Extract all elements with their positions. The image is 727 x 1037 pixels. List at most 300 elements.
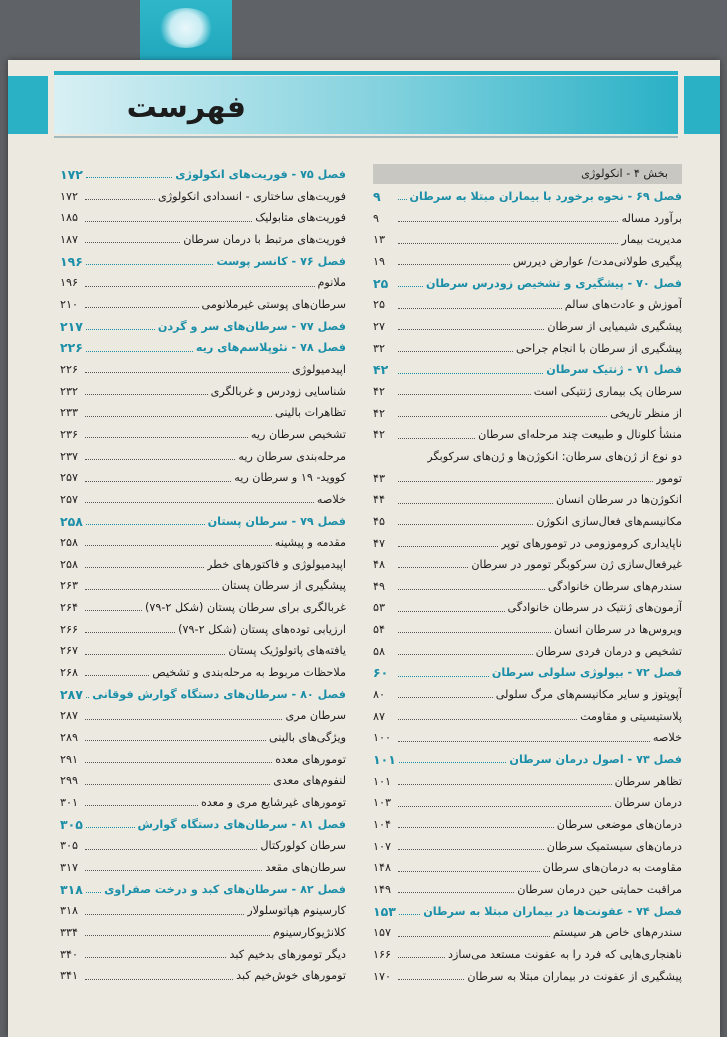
dot-leader	[85, 784, 270, 785]
toc-entry-row	[373, 771, 682, 793]
toc-chapter-row	[60, 684, 346, 706]
toc-entry-row	[373, 403, 682, 425]
dot-leader	[398, 286, 423, 287]
toc-list-right	[373, 186, 682, 987]
toc-chapter-row	[60, 316, 346, 338]
entry-title: کلانژیوکارسینوم	[272, 925, 346, 939]
entry-title: کووید- ۱۹ و سرطان ریه	[234, 471, 346, 485]
page-number: ۴۲	[373, 428, 386, 442]
header-top-rule	[54, 71, 678, 75]
book-page	[8, 60, 720, 1037]
toc-chapter-row	[60, 814, 346, 836]
toc-entry-row	[373, 511, 682, 533]
dot-leader	[398, 416, 607, 417]
page-number: ۱۵۳	[373, 903, 396, 919]
entry-title: ارزیابی توده‌های پستان (شکل ۲-۷۹)	[178, 622, 346, 636]
toc-entry-row	[373, 727, 682, 749]
toc-chapter-row	[373, 662, 682, 684]
page-number: ۲۹۹	[60, 774, 79, 788]
toc-entry-row	[60, 272, 346, 294]
toc-entry-row	[373, 706, 682, 728]
entry-title: سرطان کولورکتال	[260, 839, 346, 853]
section-heading: بخش ۴ - انکولوژی	[373, 164, 682, 184]
page-number: ۱۳	[373, 233, 386, 247]
toc-entry-row	[60, 857, 346, 879]
page-number: ۲۶۴	[60, 601, 79, 615]
page-number: ۲۵	[373, 298, 386, 312]
toc-entry-row	[373, 381, 682, 403]
toc-entry-row	[60, 294, 346, 316]
toc-entry-row	[60, 835, 346, 857]
dot-leader	[85, 805, 198, 806]
toc-entry-row	[60, 727, 346, 749]
dot-leader	[398, 654, 533, 655]
dot-leader	[85, 502, 314, 503]
dot-leader	[85, 307, 199, 308]
dot-leader	[398, 199, 407, 200]
dot-leader	[398, 719, 577, 720]
page-number: ۱۰۱	[373, 752, 396, 768]
chapter-title: فصل ۸۱ - سرطان‌های دستگاه گوارش	[137, 817, 346, 831]
toc-entry-row	[60, 532, 346, 554]
entry-title: مراقبت حمایتی حین درمان سرطان	[517, 883, 682, 896]
page-number: ۲۵۸	[60, 513, 83, 529]
entry-title: اپیدمیولوژی	[292, 362, 346, 376]
entry-title: پیگیری طولانی‌مدت/ عوارض دیررس	[512, 254, 682, 268]
toc-entry-row	[373, 229, 682, 251]
entry-title: پیشگیری از سرطان پستان	[221, 579, 346, 593]
dot-leader	[399, 914, 420, 915]
entry-title: تشخیص سرطان ریه	[250, 427, 346, 441]
entry-title: مدیریت بیمار	[621, 233, 682, 247]
toc-entry-row	[373, 922, 682, 944]
page-number: ۱۷۲	[60, 167, 83, 182]
dot-leader	[398, 524, 533, 525]
entry-title: کارسینوم هپاتوسلولار	[247, 904, 346, 918]
dot-leader	[85, 567, 204, 568]
page-number: ۴۷	[373, 536, 386, 550]
entry-title: غیرفعال‌سازی ژن سرکوبگر تومور در سرطان	[471, 558, 682, 572]
toc-entry-row	[60, 229, 346, 251]
entry-title: لنفوم‌های معدی	[273, 774, 346, 788]
dot-leader	[398, 373, 543, 374]
dot-leader	[398, 264, 510, 265]
dot-leader	[85, 437, 248, 438]
dot-leader	[398, 827, 554, 828]
page-number: ۳۴۱	[60, 969, 79, 983]
toc-entry-row	[373, 684, 682, 706]
dot-leader	[398, 351, 513, 352]
entry-title: تشخیص و درمان فردی سرطان	[535, 644, 682, 658]
entry-title: آپوپتوز و سایر مکانیسم‌های مرگ سلولی	[495, 688, 682, 702]
dot-leader	[398, 308, 562, 309]
chapter-title: فصل ۷۲ - بیولوژی سلولی سرطان	[491, 666, 682, 680]
toc-entry-row	[373, 792, 682, 814]
page-number: ۱۹۶	[60, 276, 79, 290]
dot-leader	[86, 524, 205, 525]
dot-leader	[398, 979, 464, 980]
toc-entry-row	[373, 814, 682, 836]
toc-entry-row	[60, 207, 346, 229]
dot-leader	[86, 892, 101, 893]
page-number: ۴۵	[373, 514, 386, 528]
dot-leader	[85, 632, 175, 633]
toc-chapter-row	[373, 186, 682, 208]
entry-title: ویژگی‌های بالینی	[269, 731, 346, 745]
page-number: ۲۳۶	[60, 427, 79, 441]
toc-entry-row	[373, 944, 682, 966]
dot-leader	[85, 957, 226, 958]
toc-entry-row	[60, 770, 346, 792]
entry-title: ویروس‌ها در سرطان انسان	[553, 623, 682, 637]
toc-entry-row	[373, 533, 682, 555]
page-number: ۱۰۳	[373, 796, 392, 810]
entry-title: اپیدمیولوژی و فاکتورهای خطر	[206, 557, 346, 571]
page-number: ۳۱۸	[60, 904, 79, 918]
page-number: ۹	[373, 211, 380, 225]
page-number: ۱۰۷	[373, 839, 392, 853]
entry-title: تومورهای غیرشایع مری و معده	[200, 796, 346, 810]
chapter-title: فصل ۷۷ - سرطان‌های سر و گردن	[157, 319, 346, 333]
toc-entry-row	[60, 662, 346, 684]
toc-chapter-row	[60, 879, 346, 901]
page-number: ۳۳۴	[60, 925, 79, 939]
dot-leader	[85, 481, 231, 482]
page-number: ۲۶۷	[60, 644, 79, 658]
entry-title: تظاهر سرطان	[614, 774, 682, 788]
dot-leader	[85, 459, 235, 460]
dot-leader	[85, 286, 315, 287]
toc-entry-row	[373, 251, 682, 273]
toc-entry-row	[373, 208, 682, 230]
dot-leader	[85, 372, 289, 373]
entry-title: منشأ کلونال و طبیعت چند مرحله‌ای سرطان	[478, 428, 682, 442]
dot-leader	[398, 849, 544, 850]
page-number: ۲۶۳	[60, 579, 79, 593]
dot-leader	[86, 264, 214, 265]
toc-entry-row	[60, 597, 346, 619]
page-number: ۵۸	[373, 644, 386, 658]
page-number: ۱۶۶	[373, 947, 392, 961]
entry-title: تومورهای معده	[275, 752, 346, 766]
entry-title: فوریت‌های مرتبط با درمان سرطان	[183, 232, 346, 246]
dot-leader	[398, 567, 468, 568]
page-number: ۱۹۶	[60, 253, 83, 269]
toc-entry-row	[60, 792, 346, 814]
page-number: ۳۰۱	[60, 796, 79, 810]
dot-leader	[398, 806, 611, 807]
page-number: ۲۸۹	[60, 731, 79, 745]
entry-title: مکانیسم‌های فعال‌سازی انکوژن	[536, 514, 682, 528]
page-number: ۲۷	[373, 319, 386, 333]
toc-entry-row	[373, 316, 682, 338]
dot-leader	[85, 740, 266, 741]
page-number: ۴۲	[373, 362, 389, 378]
entry-title: درمان سرطان	[614, 796, 682, 810]
toc-entry-row	[60, 965, 346, 987]
entry-title: دیگر تومورهای بدخیم کبد	[229, 947, 346, 961]
toc-entry-row	[60, 424, 346, 446]
entry-title: پیشگیری از سرطان با انجام جراحی	[515, 341, 682, 355]
page-number: ۱۰۱	[373, 774, 392, 788]
dot-leader	[398, 503, 553, 504]
page-number: ۲۵۷	[60, 471, 79, 485]
entry-title: مرحله‌بندی سرطان ریه	[238, 449, 346, 463]
entry-title: سندرم‌های خاص هر سیستم	[552, 926, 682, 940]
chapter-title: فصل ۷۶ - کانسر پوست	[216, 254, 346, 268]
toc-list-left	[60, 164, 346, 987]
toc-chapter-row	[373, 901, 682, 923]
page-number: ۴۴	[373, 493, 386, 507]
toc-entry-row	[373, 424, 682, 446]
page-number: ۳۲	[373, 341, 386, 355]
page-number: ۳۱۸	[60, 881, 83, 897]
dot-leader	[398, 589, 545, 590]
dot-leader	[398, 871, 540, 872]
dot-leader	[398, 697, 493, 698]
page-number: ۲۲۶	[60, 340, 83, 356]
page-number: ۴۲	[373, 384, 386, 398]
entry-title: انکوژن‌ها در سرطان انسان	[555, 493, 682, 507]
page-number: ۲۳۲	[60, 384, 79, 398]
page-number: ۲۸۷	[60, 686, 83, 702]
dot-leader	[86, 177, 172, 178]
page-number: ۲۸۷	[60, 709, 79, 723]
toc-entry-row	[60, 640, 346, 662]
dot-leader	[398, 481, 653, 482]
entry-title: پلاستیسیتی و مقاومت	[580, 709, 682, 723]
toc-entry-row	[60, 186, 346, 208]
page-number: ۲۹۱	[60, 752, 79, 766]
page-number: ۳۰۵	[60, 816, 83, 832]
chapter-title: فصل ۸۲ - سرطان‌های کبد و درخت صفراوی	[104, 882, 346, 896]
dot-leader	[85, 199, 155, 200]
chapter-title: فصل ۸۰ - سرطان‌های دستگاه گوارش فوقانی	[92, 687, 346, 701]
dot-leader	[85, 979, 233, 980]
dot-leader	[398, 221, 618, 222]
entry-title: ملاحظات مربوط به مرحله‌بندی و تشخیص	[152, 666, 346, 680]
chapter-title: فصل ۷۹ - سرطان پستان	[207, 514, 346, 528]
entry-title: پیشگیری از عفونت در بیماران مبتلا به سرطان	[467, 969, 682, 983]
entry-title: تظاهرات بالینی	[275, 406, 346, 420]
dot-leader	[398, 329, 544, 330]
toc-entry-row	[373, 446, 682, 468]
page-number: ۳۱۷	[60, 861, 79, 874]
toc-entry-row	[60, 575, 346, 597]
dot-leader	[85, 416, 272, 417]
toc-entry-row	[373, 641, 682, 663]
entry-title: سرطان مری	[285, 709, 346, 723]
toc-entry-row	[60, 467, 346, 489]
toc-entry-row	[373, 489, 682, 511]
toc-entry-row	[373, 294, 682, 316]
toc-entry-row	[373, 576, 682, 598]
page-number: ۲۵۸	[60, 536, 79, 550]
toc-entry-row	[373, 857, 682, 879]
dot-leader	[398, 676, 489, 677]
page-number: ۲۱۰	[60, 297, 79, 311]
toc-entry-row	[373, 619, 682, 641]
entry-title: ناهنجاری‌هایی که فرد را به عفونت مستعد می‌سازد	[448, 947, 682, 961]
page-number: ۱۰۴	[373, 818, 392, 832]
toc-column-right	[373, 164, 682, 987]
dot-leader	[85, 870, 262, 871]
page-number: ۹	[373, 189, 381, 204]
toc-entry-row	[60, 705, 346, 727]
dot-leader	[398, 394, 531, 395]
page-number: ۸۷	[373, 709, 386, 723]
dot-leader	[85, 221, 252, 222]
dot-leader	[86, 351, 193, 352]
toc-entry-row	[373, 966, 682, 988]
page-number: ۲۶۶	[60, 622, 79, 636]
entry-title: سرطان‌های پوستی غیرملانومی	[201, 297, 346, 311]
page-number: ۱۴۸	[373, 861, 392, 875]
page-number: ۸۰	[373, 688, 386, 702]
dot-leader	[398, 632, 551, 633]
toc-chapter-row	[60, 511, 346, 533]
toc-chapter-row	[373, 749, 682, 771]
entry-title: تومور	[655, 471, 682, 485]
toc-column-left	[60, 164, 346, 987]
page-number: ۴۹	[373, 579, 386, 593]
dot-leader	[85, 394, 208, 395]
dot-leader	[398, 892, 514, 893]
header-accent-right	[684, 76, 720, 134]
entry-title: برآورد مساله	[621, 211, 682, 225]
entry-title: خلاصه	[652, 731, 682, 745]
page-number: ۵۴	[373, 623, 386, 637]
page-number: ۲۳۳	[60, 406, 79, 420]
toc-entry-row	[373, 468, 682, 490]
page-number: ۶۰	[373, 665, 389, 681]
page-title: فهرست	[126, 90, 246, 125]
entry-title: دو نوع از ژن‌های سرطان: انکوژن‌ها و ژن‌های سرکوبگر	[427, 449, 682, 463]
chapter-title: فصل ۷۱ - ژنتیک سرطان	[546, 363, 682, 377]
toc-entry-row	[373, 879, 682, 901]
entry-title: فوریت‌های متابولیک	[255, 211, 346, 225]
entry-title: درمان‌های سیستمیک سرطان	[546, 839, 682, 853]
page-number: ۴۳	[373, 471, 386, 485]
page-number: ۴۲	[373, 406, 386, 420]
toc-chapter-row	[60, 164, 346, 186]
toc-entry-row	[60, 922, 346, 944]
page-number: ۲۵۷	[60, 492, 79, 506]
page-number: ۱۷۰	[373, 969, 392, 983]
page-number: ۱۴۹	[373, 883, 392, 896]
toc-entry-row	[60, 619, 346, 641]
toc-entry-row	[373, 836, 682, 858]
entry-title: آزمون‌های ژنتیک در سرطان خانوادگی	[507, 601, 682, 615]
dot-leader	[85, 849, 257, 850]
entry-title: فوریت‌های ساختاری - انسدادی انکولوژی	[157, 189, 346, 203]
entry-title: مقدمه و پیشینه	[274, 536, 346, 550]
toc-entry-row	[60, 749, 346, 771]
dot-leader	[85, 675, 149, 676]
dot-leader	[398, 243, 618, 244]
chapter-title: فصل ۷۰ - پیشگیری و تشخیص زودرس سرطان	[425, 276, 682, 290]
dot-leader	[398, 957, 445, 958]
dot-leader	[398, 438, 475, 439]
page-number: ۳۴۰	[60, 947, 79, 961]
page-number: ۲۵۸	[60, 557, 79, 571]
page-number: ۵۳	[373, 601, 386, 615]
entry-title: درمان‌های موضعی سرطان	[556, 818, 682, 832]
page-number: ۲۶۸	[60, 666, 79, 680]
page-number: ۱۹	[373, 254, 386, 268]
dot-leader	[85, 589, 219, 590]
dot-leader	[85, 545, 272, 546]
page-number: ۲۵	[373, 275, 389, 291]
toc-chapter-row	[60, 337, 346, 359]
dot-leader	[86, 697, 89, 698]
toc-entry-row	[373, 338, 682, 360]
dot-leader	[86, 329, 155, 330]
entry-title: شناسایی زودرس و غربالگری	[210, 384, 346, 398]
chapter-title: فصل ۷۳ - اصول درمان سرطان	[509, 753, 682, 767]
entry-title: خلاصه	[316, 492, 346, 506]
toc-entry-row	[60, 489, 346, 511]
dot-leader	[85, 935, 270, 936]
entry-title: پیشگیری شیمیایی از سرطان	[547, 319, 682, 333]
dot-leader	[85, 610, 142, 611]
dot-leader	[398, 611, 505, 612]
page-number: ۳۰۵	[60, 839, 79, 853]
toc-entry-row	[60, 944, 346, 966]
dot-leader	[398, 936, 550, 937]
toc-entry-row	[60, 446, 346, 468]
dot-leader	[398, 741, 650, 742]
toc-entry-row	[373, 554, 682, 576]
chapter-title: فصل ۶۹ - نحوه برخورد با بیماران مبتلا به سرطان	[409, 190, 682, 203]
entry-title: از منظر تاریخی	[610, 406, 682, 420]
entry-title: آموزش و عادت‌های سالم	[564, 298, 682, 312]
header-accent-left	[8, 76, 48, 134]
page-number: ۲۱۷	[60, 318, 83, 334]
dot-leader	[398, 546, 498, 547]
header-bottom-rule	[54, 136, 678, 138]
toc-entry-row	[60, 554, 346, 576]
page-number: ۱۷۲	[60, 189, 79, 203]
page-number: ۴۸	[373, 558, 386, 572]
chapter-title: فصل ۷۵ - فوریت‌های انکولوژی	[175, 168, 346, 181]
dot-leader	[85, 654, 225, 655]
dot-leader	[398, 784, 612, 785]
page-number: ۱۵۷	[373, 926, 392, 940]
dot-leader	[85, 914, 244, 915]
dot-leader	[86, 827, 135, 828]
entry-title: ملانوم	[317, 276, 346, 290]
dot-leader	[399, 762, 507, 763]
page-number: ۲۲۶	[60, 362, 79, 376]
entry-title: سرطان‌های مقعد	[265, 861, 346, 874]
toc-entry-row	[60, 402, 346, 424]
dot-leader	[85, 762, 272, 763]
toc-chapter-row	[373, 359, 682, 381]
toc-chapter-row	[60, 251, 346, 273]
entry-title: سرطان یک بیماری ژنتیکی است	[533, 384, 682, 398]
page-number: ۱۸۵	[60, 211, 79, 225]
toc-entry-row	[60, 381, 346, 403]
page-number: ۲۳۷	[60, 449, 79, 463]
chapter-title: فصل ۷۴ - عفونت‌ها در بیماران مبتلا به سرطان	[423, 904, 682, 918]
chapter-title: فصل ۷۸ - نئوپلاسم‌های ریه	[195, 341, 346, 355]
dot-leader	[85, 719, 282, 720]
toc-entry-row	[60, 359, 346, 381]
entry-title: تومورهای خوش‌خیم کبد	[236, 969, 346, 983]
page-number: ۱۸۷	[60, 232, 79, 246]
entry-title: غربالگری برای سرطان پستان (شکل ۲-۷۹)	[144, 601, 346, 615]
